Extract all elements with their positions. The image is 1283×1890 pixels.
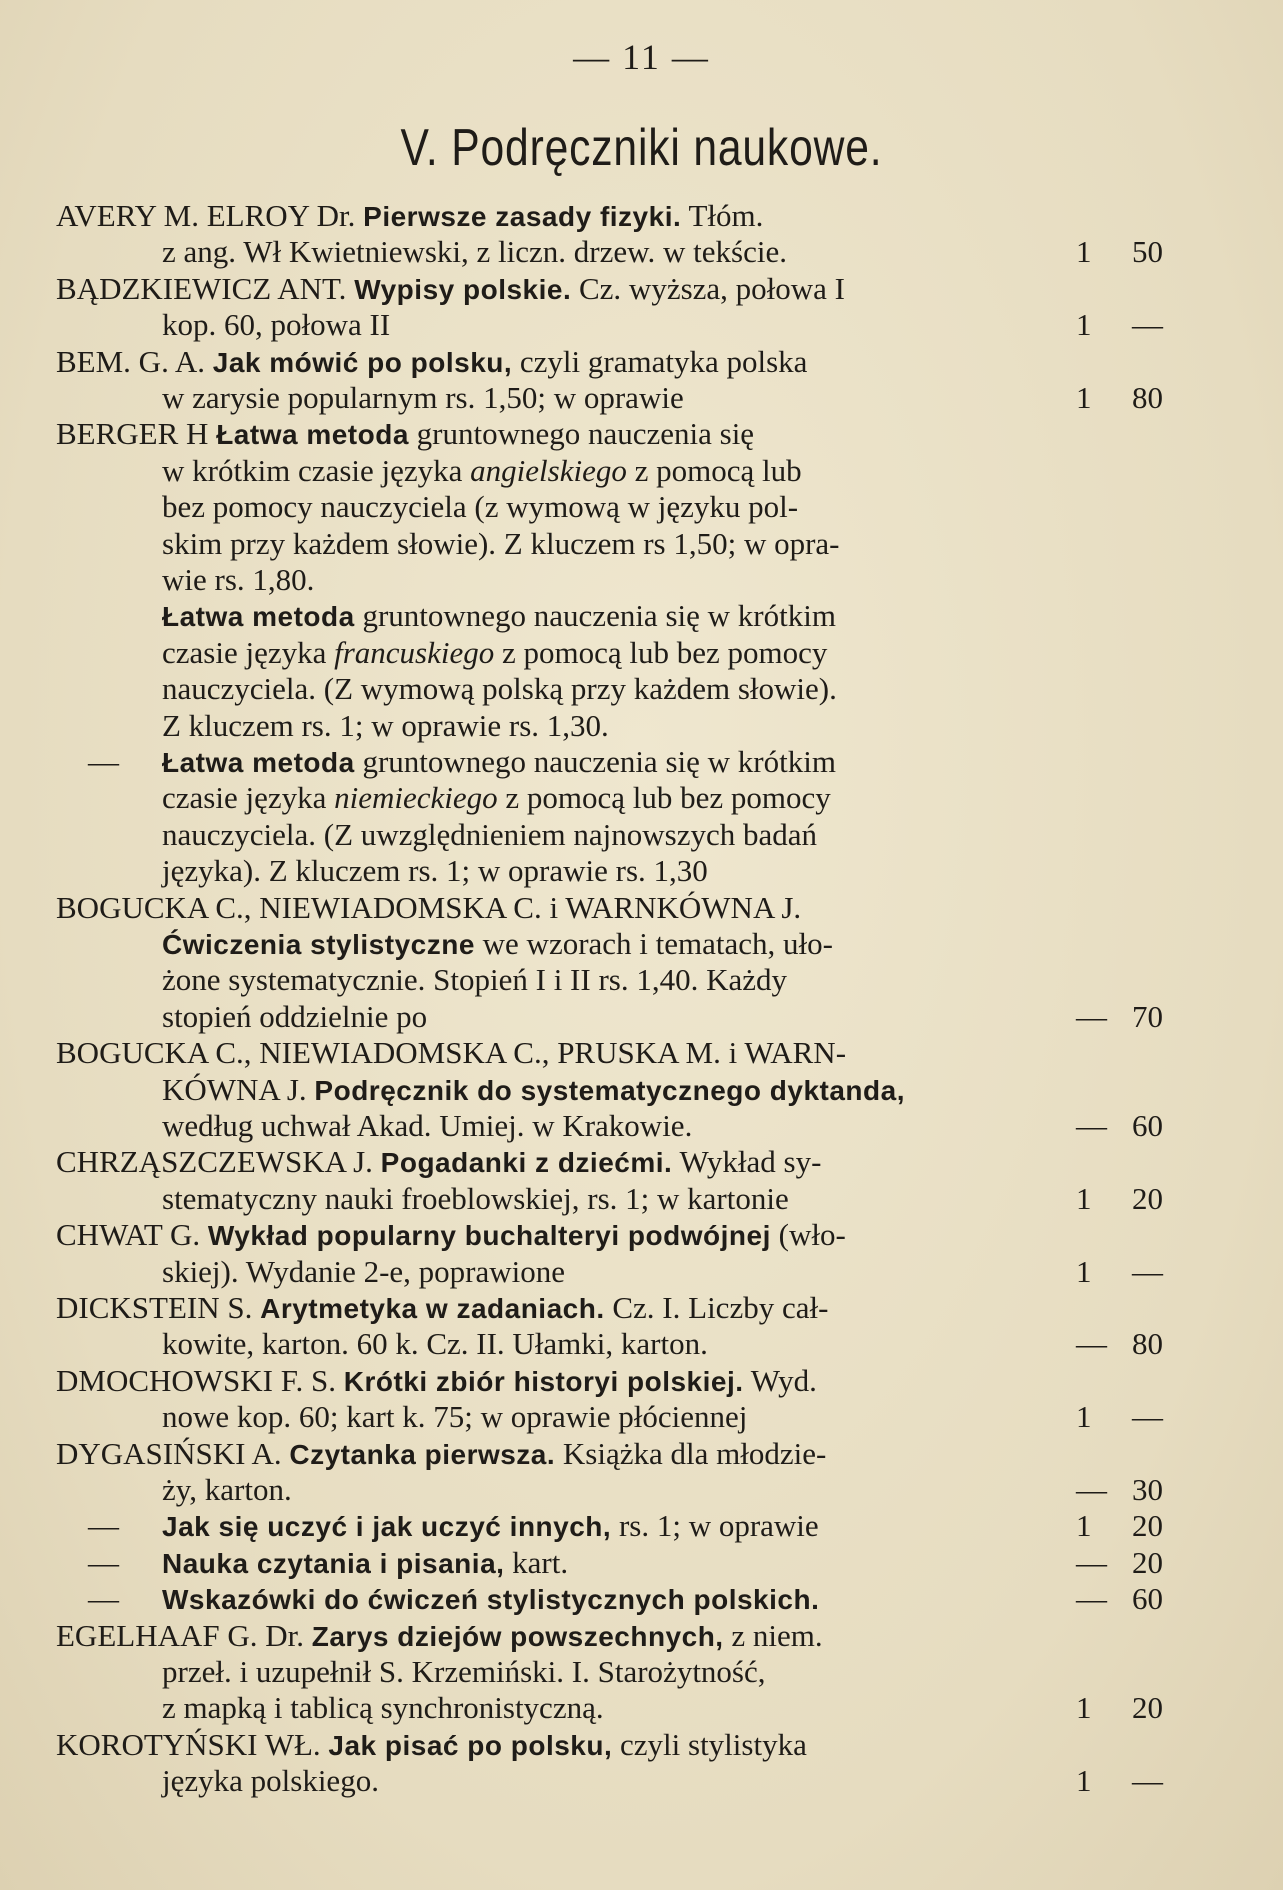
plain-text: kowite, karton. 60 k. Cz. II. Ułamki, karton. [162,1326,708,1362]
book-title: Jak się uczyć i jak uczyć innych, [162,1511,612,1543]
line-text [56,1436,826,1473]
plain-text: BERGER H [56,416,217,452]
line-text [162,1763,379,1799]
plain-text: czyli gramatyka polska [512,343,808,379]
line-text [162,1326,708,1362]
catalog-line [0,1399,1283,1435]
plain-text: kop. 60, połowa II [162,307,391,343]
catalog-line [0,1763,1283,1799]
line-text [56,271,845,308]
line-text [56,344,807,381]
plain-text: KÓWNA J. [162,1071,315,1107]
catalog-line [0,234,1283,270]
plain-text: Cz. wyższa, połowa I [571,270,845,306]
ditto-dash: — [88,744,119,779]
plain-text: w zarysie popularnym rs. 1,50; w oprawie [162,380,684,415]
line-text [162,671,837,707]
plain-text: z pomocą lub bez pomocy [497,780,831,816]
plain-text: nauczyciela. (Z uwzględnieniem najnowszych badań [162,816,818,852]
plain-text: żone systematycznie. Stopień I i II rs. 1,40. Każdy [162,962,787,998]
plain-text: gruntownego nauczenia się w krótkim [354,744,836,779]
line-text [56,1363,817,1400]
line-text [162,962,787,998]
plain-text: języka polskiego. [162,1763,379,1799]
catalog-line [0,1035,1283,1071]
catalog-line [0,1727,1283,1763]
catalog-line [0,926,1283,962]
line-text [56,1035,846,1071]
plain-text: (wło- [770,1217,846,1253]
catalog-line [0,1363,1283,1399]
catalog-line [0,671,1283,707]
catalog-line [0,562,1283,598]
line-text [162,1072,905,1109]
price-kopecks: 70 [1132,998,1163,1034]
catalog-line [0,1436,1283,1472]
line-text [162,562,314,598]
catalog-line [0,1144,1283,1180]
plain-text: stopień oddzielnie po [162,998,428,1034]
plain-text: czyli stylistyka [612,1726,807,1762]
line-text [56,198,763,235]
line-text [162,853,708,889]
catalog-line [0,708,1283,744]
line-text [162,1254,565,1290]
catalog-line [0,635,1283,671]
price-kopecks: 20 [1132,1180,1163,1216]
book-title: Łatwa metoda [216,419,409,451]
italic-text: angielskiego [470,452,627,488]
plain-text: gruntownego nauczenia się w krótkim [354,598,836,634]
line-text [162,598,836,635]
line-text [56,1217,846,1254]
section-heading: V. Podręczniki naukowe. [400,119,883,177]
price-rubles: — [1076,1326,1107,1362]
catalog-line [0,526,1283,562]
book-title: Łatwa metoda [162,601,355,633]
line-text [162,1108,692,1144]
line-text [162,999,427,1035]
plain-text: CHWAT G. [56,1217,208,1253]
price-rubles: 1 [1076,234,1092,270]
line-text [162,1690,604,1726]
line-text [162,1581,819,1618]
price-rubles: 1 [1076,1399,1092,1435]
plain-text: skiej). Wydanie 2-e, poprawione [162,1253,566,1289]
italic-text: francuskiego [334,634,495,670]
ditto-dash: — [88,1581,119,1617]
plain-text: EGELHAAF G. Dr. [56,1617,312,1653]
plain-text: czasie języka [162,780,335,816]
plain-text: Tłóm. [681,198,764,233]
line-text [56,416,754,453]
catalog-line [0,1545,1283,1581]
line-text [56,1618,823,1655]
catalog-line [0,853,1283,889]
book-title: Arytmetyka w zadaniach. [260,1293,605,1324]
price-rubles: 1 [1076,1763,1092,1799]
book-title: Czytanka pierwsza. [289,1438,556,1470]
line-text [162,926,833,963]
plain-text: BOGUCKA C., NIEWIADOMSKA C., PRUSKA M. i WARN- [56,1035,847,1071]
plain-text: stematyczny nauki froeblowskiej, rs. 1; w kartonie [162,1180,789,1216]
price-rubles: — [1076,1581,1107,1617]
price-kopecks: 20 [1132,1544,1163,1580]
line-text [162,1545,568,1582]
line-text [56,1144,821,1181]
price-kopecks: 50 [1132,234,1163,270]
line-text [162,380,684,416]
catalog-line [0,1108,1283,1144]
plain-text: nauczyciela. (Z wymową polską przy każdem słowie). [162,671,837,707]
plain-text: DYGASIŃSKI A. [56,1435,290,1471]
plain-text: BOGUCKA C., NIEWIADOMSKA C. i WARNKÓWNA J. [56,889,802,925]
line-text [162,489,798,525]
catalog-line [0,598,1283,634]
catalog-line [0,1290,1283,1326]
plain-text: nowe kop. 60; kart k. 75; w oprawie płóciennej [162,1399,748,1435]
catalog-line [0,780,1283,816]
line-text [162,817,817,853]
catalog-line [0,817,1283,853]
book-title: Wykład popularny buchalteryi podwójnej [207,1220,771,1252]
plain-text: kart. [504,1544,569,1580]
plain-text: rs. 1; w oprawie [611,1508,819,1544]
catalog-line [0,489,1283,525]
plain-text: skim przy każdem słowie). Z kluczem rs 1,50; w opra- [162,525,840,561]
plain-text: z niem. [723,1617,823,1653]
plain-text: Cz. I. Liczby cał- [604,1290,829,1325]
price-kopecks: — [1132,1399,1163,1435]
line-text [56,1727,807,1764]
catalog-line [0,1181,1283,1217]
catalog-line [0,1618,1283,1654]
line-text [162,526,840,562]
line-text [162,1399,747,1435]
line-text [56,890,801,926]
plain-text: w krótkim czasie języka [162,452,471,488]
price-kopecks: — [1132,1763,1163,1799]
catalog-line [0,1690,1283,1726]
line-text [162,234,787,270]
catalog-line [0,198,1283,234]
line-text [162,635,827,671]
price-rubles: — [1076,1544,1107,1580]
price-rubles: — [1076,1108,1107,1143]
price-kopecks: 80 [1132,380,1163,415]
catalog-line [0,744,1283,780]
line-text [162,1181,789,1217]
book-title: Wypisy polskie. [354,273,572,305]
plain-text: BĄDZKIEWICZ ANT. [56,270,355,306]
catalog-line [0,1472,1283,1508]
book-title: Krótki zbiór historyi polskiej. [343,1365,744,1397]
line-text [162,1508,819,1545]
catalog-line [0,1581,1283,1617]
plain-text: Wyd. [743,1362,817,1398]
plain-text: DMOCHOWSKI F. S. [56,1362,344,1398]
line-text [162,1654,766,1690]
book-title: Wskazówki do ćwiczeń stylistycznych polskich. [162,1584,820,1616]
book-title: Pogadanki z dziećmi. [380,1147,673,1179]
plain-text: Wykład sy- [672,1144,822,1180]
book-title: Pierwsze zasady fizyki. [363,201,682,232]
price-kopecks: 60 [1132,1581,1163,1617]
book-title: Podręcznik do systematycznego dyktanda, [314,1074,905,1106]
ditto-dash: — [88,1544,119,1580]
price-kopecks: 30 [1132,1472,1163,1507]
catalog-line [0,307,1283,343]
catalog-line [0,1508,1283,1544]
catalog-line [0,344,1283,380]
price-rubles: 1 [1076,1508,1092,1544]
price-rubles: 1 [1076,380,1092,415]
plain-text: według uchwał Akad. Umiej. w Krakowie. [162,1108,693,1143]
line-text [56,1290,828,1327]
plain-text: Z kluczem rs. 1; w oprawie rs. 1,30. [162,707,609,743]
price-kopecks: 60 [1132,1108,1163,1143]
book-title: Jak mówić po polsku, [212,346,513,378]
plain-text: gruntownego nauczenia się [408,416,755,452]
price-rubles: 1 [1076,307,1092,343]
book-title: Zarys dziejów powszechnych, [311,1620,724,1652]
ditto-dash: — [88,1508,119,1544]
line-text [162,307,390,343]
catalog-line [0,416,1283,452]
price-rubles: 1 [1076,1253,1092,1289]
italic-text: niemieckiego [334,780,498,816]
catalog-line [0,1072,1283,1108]
catalog-line [0,1254,1283,1290]
catalog-line [0,271,1283,307]
plain-text: CHRZĄSZCZEWSKA J. [56,1144,381,1180]
line-text [162,453,802,489]
plain-text: języka). Z kluczem rs. 1; w oprawie rs. 1,30 [162,853,708,889]
page-number: — 11 — [573,37,710,77]
price-rubles: — [1076,1472,1107,1507]
catalog-line [0,1326,1283,1362]
price-rubles: 1 [1076,1180,1092,1216]
price-rubles: 1 [1076,1690,1092,1726]
plain-text: DICKSTEIN S. [56,1290,261,1325]
line-text [162,744,836,781]
plain-text: BEM. G. A. [56,343,213,379]
book-title: Jak pisać po polsku, [328,1729,613,1761]
plain-text: z pomocą lub bez pomocy [494,634,828,670]
plain-text: we wzorach i tematach, uło- [474,926,833,961]
price-kopecks: 20 [1132,1508,1163,1544]
plain-text: przeł. i uzupełnił S. Krzemiński. I. Starożytność, [162,1654,766,1689]
plain-text: ży, karton. [162,1472,292,1507]
catalog-line [0,1217,1283,1253]
line-text [162,708,609,744]
plain-text: wie rs. 1,80. [162,562,315,597]
book-title: Nauka czytania i pisania, [162,1547,505,1579]
plain-text: z ang. Wł Kwietniewski, z liczn. drzew. w tekście. [162,234,787,270]
catalog-line [0,999,1283,1035]
catalog-line [0,890,1283,926]
price-kopecks: 20 [1132,1690,1163,1726]
price-kopecks: — [1132,1253,1163,1289]
catalog-line [0,1654,1283,1690]
plain-text: AVERY M. ELROY Dr. [56,198,364,233]
plain-text: KOROTYŃSKI WŁ. [56,1726,329,1762]
price-rubles: — [1076,998,1107,1034]
line-text [162,780,831,816]
book-title: Łatwa metoda [162,747,355,778]
plain-text: czasie języka [162,634,335,670]
plain-text: Książka dla młodzie- [555,1435,827,1471]
price-kopecks: 80 [1132,1326,1163,1362]
price-kopecks: — [1132,307,1163,343]
catalog-line [0,453,1283,489]
book-title: Ćwiczenia stylistyczne [162,929,475,960]
plain-text: bez pomocy nauczyciela (z wymową w języku pol- [162,489,799,525]
catalog-line [0,962,1283,998]
catalog-line [0,380,1283,416]
line-text [162,1472,292,1508]
plain-text: z pomocą lub [626,452,802,488]
plain-text: z mapką i tablicą synchronistyczną. [162,1690,604,1726]
